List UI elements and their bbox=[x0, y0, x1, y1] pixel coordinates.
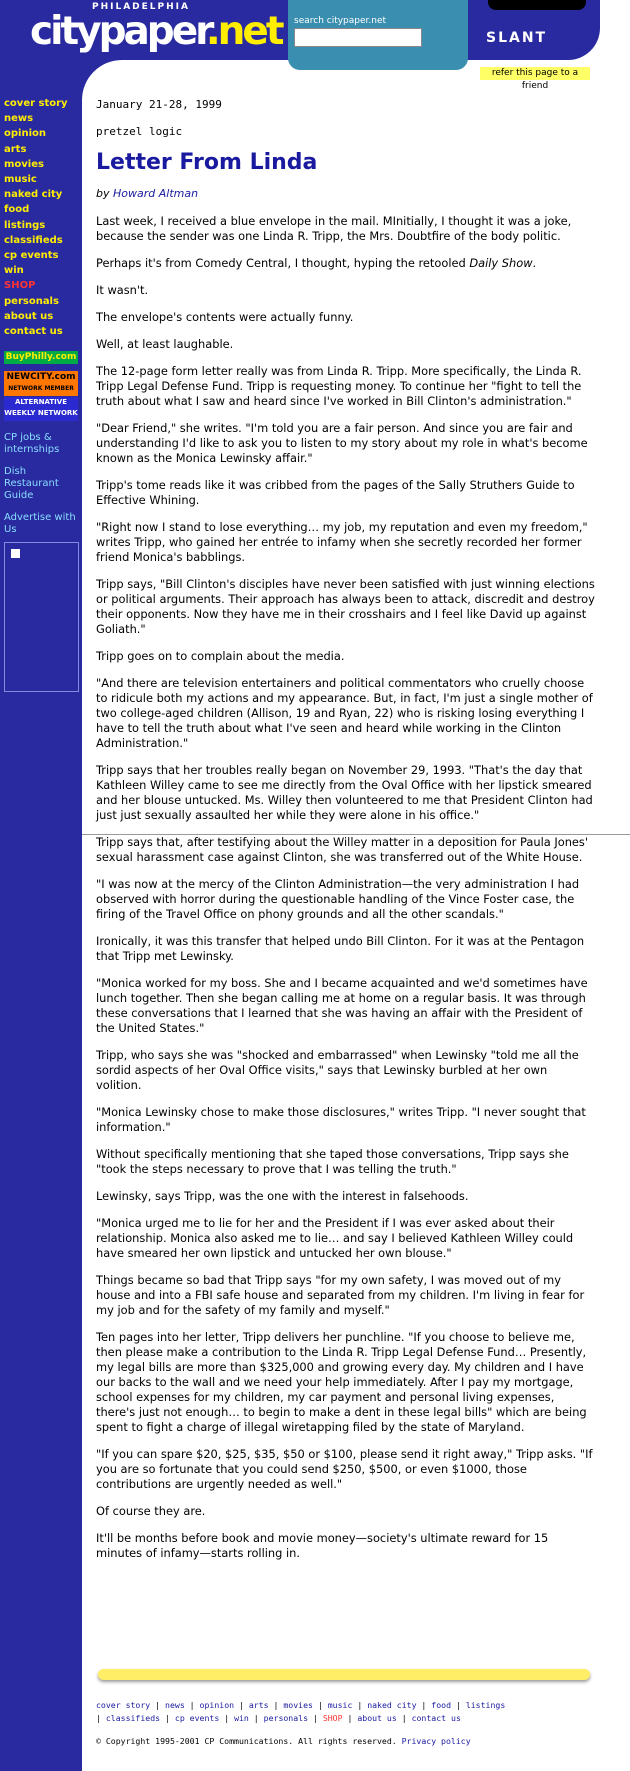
footer-listings[interactable]: listings bbox=[465, 1700, 506, 1710]
footer-classifieds[interactable]: classifieds bbox=[105, 1713, 161, 1723]
author-link[interactable]: Howard Altman bbox=[113, 187, 199, 200]
nav-personals[interactable]: personals bbox=[4, 295, 59, 307]
article-paragraph: "Monica urged me to lie for her and the President if I was ever asked about their relationship. Monica also asked me to lie… and say I believed Kathleen Willey could have smeared her own lipstick and untucked her own blouse." bbox=[96, 1216, 574, 1260]
article-paragraph: Well, at least laughable. bbox=[96, 337, 234, 351]
article-paragraph: Things became so bad that Tripp says "for my own safety, I was moved out of my house and into a FBI safe house and separated from my children. I'm living in fear for my job and for the safety of my family and myself." bbox=[96, 1273, 585, 1317]
article-paragraph: Tripp goes on to complain about the media. bbox=[96, 649, 345, 663]
nav-win[interactable]: win bbox=[4, 265, 24, 277]
dish-guide-link[interactable]: Dish Restaurant Guide bbox=[4, 466, 59, 501]
article bbox=[96, 92, 596, 1573]
footer-shop[interactable]: SHOP bbox=[322, 1713, 343, 1723]
footer-movies[interactable]: movies bbox=[283, 1700, 313, 1710]
privacy-policy-link[interactable]: Privacy policy bbox=[401, 1736, 471, 1746]
nav-cover-story[interactable]: cover story bbox=[4, 98, 68, 109]
article-paragraph: The 12-page form letter really was from Linda R. Tripp. More specifically, the Linda R. Tripp Legal Defense Fund. Tripp is requesting money. To continue her "fight to tell the truth about what I saw and heard since I've worked in Bill Clinton's administration." bbox=[96, 364, 582, 408]
article-paragraph: "If you can spare $20, $25, $35, $50 or $100, please send it right away," Tripp asks. "If you are so fortunate that you could send $250, $500, or even $1000, those contributions are urgently needed as well." bbox=[96, 1447, 593, 1491]
logo-philadelphia: PHILADELPHIA bbox=[92, 2, 190, 12]
logo-paper: paper bbox=[98, 9, 206, 54]
footer-food[interactable]: food bbox=[431, 1700, 452, 1710]
logo-net: .net bbox=[205, 9, 282, 54]
footer-cover-story[interactable]: cover story bbox=[96, 1700, 151, 1710]
nav-arts[interactable]: arts bbox=[4, 143, 27, 155]
awn-badge[interactable]: ALTERNATIVE WEEKLY NETWORK bbox=[4, 397, 78, 421]
copyright-text: © Copyright 1995-2001 CP Communications. All rights reserved. bbox=[96, 1736, 397, 1746]
article-paragraph: "Monica worked for my boss. She and I became acquainted and we'd sometimes have lunch together. Then she began calling me at home on a regular basis. It was through these conversations that I learned that she was having an affair with the President of the United States." bbox=[96, 976, 588, 1035]
search-panel bbox=[288, 0, 468, 70]
search-label: search citypaper.net bbox=[294, 16, 387, 26]
side-links bbox=[4, 432, 82, 546]
article-paragraph: It wasn't. bbox=[96, 283, 149, 297]
article-body bbox=[96, 214, 596, 1561]
nav-opinion[interactable]: opinion bbox=[4, 128, 46, 140]
buyphilly-badge[interactable]: BuyPhilly.com bbox=[5, 352, 77, 362]
footer-contact-us[interactable]: contact us bbox=[411, 1713, 461, 1723]
article-paragraph: Tripp's tome reads like it was cribbed from the pages of the Sally Struthers Guide to Effective Whining. bbox=[96, 478, 575, 507]
article-paragraph: Lewinsky, says Tripp, was the one with the interest in falsehoods. bbox=[96, 1189, 469, 1203]
nav-listings[interactable]: listings bbox=[4, 219, 46, 231]
article-paragraph: Ironically, it was this transfer that helped undo Bill Clinton. For it was at the Pentagon that Tripp met Lewinsky. bbox=[96, 934, 585, 963]
article-paragraph: Tripp says, "Bill Clinton's disciples have never been satisfied with just winning elections or political arguments. Their approach has always been to attack, discredit and destroy their opponents. Now they have me in their crosshairs and I feel like David up against Goliath." bbox=[96, 577, 595, 636]
nav-shop[interactable]: SHOP bbox=[4, 280, 36, 292]
nav-contact-us[interactable]: contact us bbox=[4, 326, 63, 338]
footer-opinion[interactable]: opinion bbox=[199, 1700, 235, 1710]
logo-city: city bbox=[30, 9, 99, 54]
nav-classifieds[interactable]: classifieds bbox=[4, 234, 63, 246]
cp-jobs-link[interactable]: CP jobs & internships bbox=[4, 432, 60, 455]
copyright-line bbox=[96, 1736, 606, 1746]
article-paragraph: Last week, I received a blue envelope in the mail. MInitially, I thought it was a joke, because the sender was one Linda R. Tripp, the Mrs. Doubtfire of the body politic. bbox=[96, 214, 572, 243]
refer-friend-button[interactable]: refer this page to a friend bbox=[480, 67, 590, 80]
newcity-sub-label: NETWORK MEMBER bbox=[8, 385, 74, 392]
byline bbox=[96, 187, 596, 200]
slant-tab bbox=[488, 0, 586, 10]
footer-nav: cover story | news | opinion | arts | movies | music | naked city | food | listings | classifieds | cp events | win | personals | SHOP | about us | contact us bbox=[96, 1700, 506, 1723]
ad-slot[interactable] bbox=[4, 542, 79, 692]
article-paragraph: "Dear Friend," she writes. "I'm told you are a fair person. And since you are fair and understanding I'd like to ask you to listen to my story about my role in what's become known as the Monica Lewinsky affair." bbox=[96, 421, 588, 465]
site-header bbox=[0, 0, 630, 92]
nav-naked-city[interactable]: naked city bbox=[4, 189, 63, 201]
footer-about-us[interactable]: about us bbox=[357, 1713, 397, 1723]
main-nav bbox=[4, 96, 82, 339]
footer-divider-bar bbox=[98, 1669, 590, 1680]
nav-movies[interactable]: movies bbox=[4, 158, 44, 170]
article-paragraph: Of course they are. bbox=[96, 1504, 206, 1518]
article-paragraph: "And there are television entertainers and political commentators who cruelly choose to ridicule both my actions and my appearance. But, in fact, I'm just a single mother of two college-aged children (Allison, 19 and Ryan, 22) who is risking losing everything I have to tell the truth about what I've seen and heard while working in the Clinton Administration." bbox=[96, 676, 593, 750]
article-paragraph: Tripp says that her troubles really began on November 29, 1993. "That's the day that Kathleen Willey came to see me directly from the Oval Office with her lipstick smeared and her blouse untucked. Ms. Willey then volunteered to me that President Clinton had just just sexually assaulted her while they were alone in his office." bbox=[96, 763, 593, 822]
footer-naked-city[interactable]: naked city bbox=[367, 1700, 417, 1710]
slant-link[interactable]: SLANT bbox=[486, 30, 548, 46]
article-paragraph: Tripp says that, after testifying about the Willey matter in a deposition for Paula Jones' sexual harassment case against Clinton, she was transferred out of the White House. bbox=[96, 835, 588, 864]
footer-news[interactable]: news bbox=[165, 1700, 185, 1710]
article-paragraph: "I was now at the mercy of the Clinton Administration—the very administration I had observed with horror during the questionable handling of the Vince Foster case, the firing of the Travel Office on phony grounds and all the other scandals." bbox=[96, 877, 580, 921]
footer-cp-events[interactable]: cp events bbox=[174, 1713, 220, 1723]
footer-music[interactable]: music bbox=[327, 1700, 353, 1710]
article-paragraph: "Monica Lewinsky chose to make those disclosures," writes Tripp. "I never sought that information." bbox=[96, 1105, 586, 1134]
footer-win[interactable]: win bbox=[234, 1713, 249, 1723]
article-paragraph: "Right now I stand to lose everything… my job, my reputation and even my freedom," writes Tripp, who gained her entrée to infamy when she secretly recorded her former friend Monica's babblings. bbox=[96, 520, 588, 564]
footer-personals[interactable]: personals bbox=[263, 1713, 309, 1723]
article-paragraph: Ten pages into her letter, Tripp delivers her punchline. "If you choose to believe me, then please make a contribution to the Linda R. Tripp Legal Defense Fund… Presently, my legal bills are more than $325,000 and growing every day. My children and I have our backs to the wall and we need your help immediately. After I pay my mortgage, school expenses for my children, my car payment and personal living expenses, there's just not enough… to begin to make a dent in these legal bills" which are being spent to fight a charge of illegal wiretapping filed by the state of Maryland. bbox=[96, 1330, 587, 1434]
issue-date: January 21-28, 1999 bbox=[96, 98, 222, 111]
footer-arts[interactable]: arts bbox=[248, 1700, 269, 1710]
article-paragraph: It'll be months before book and movie money—society's ultimate reward for 15 minutes of infamy—starts rolling in. bbox=[96, 1531, 549, 1560]
newcity-badge[interactable] bbox=[4, 371, 78, 396]
page-break-line bbox=[82, 834, 630, 835]
nav-cp-events[interactable]: cp events bbox=[4, 250, 59, 262]
nav-music[interactable]: music bbox=[4, 174, 37, 186]
citypaper-logo[interactable] bbox=[30, 2, 282, 58]
advertise-link[interactable]: Advertise with Us bbox=[4, 512, 76, 535]
broken-image-icon bbox=[11, 549, 20, 558]
nav-food[interactable]: food bbox=[4, 204, 30, 216]
article-paragraph: The envelope's contents were actually funny. bbox=[96, 310, 354, 324]
newcity-label: NEWCITY.com bbox=[6, 372, 76, 382]
logo-wordmark bbox=[30, 10, 282, 54]
article-paragraph: Without specifically mentioning that she taped those conversations, Tripp says she "took the steps necessary to prove that I was telling the truth." bbox=[96, 1147, 569, 1176]
article-title: Letter From Linda bbox=[96, 150, 318, 175]
nav-about-us[interactable]: about us bbox=[4, 310, 54, 322]
byline-prefix: by bbox=[96, 187, 113, 200]
nav-news[interactable]: news bbox=[4, 113, 34, 125]
article-paragraph: Tripp, who says she was "shocked and embarrassed" when Lewinsky "told me all the sordid aspects of her Oval Office visits," says that Lewinsky burbled at her own volition. bbox=[96, 1048, 579, 1092]
search-input[interactable] bbox=[294, 28, 422, 47]
article-paragraph: Perhaps it's from Comedy Central, I thought, hyping the retooled Daily Show. bbox=[96, 256, 537, 270]
column-name: pretzel logic bbox=[96, 125, 183, 138]
